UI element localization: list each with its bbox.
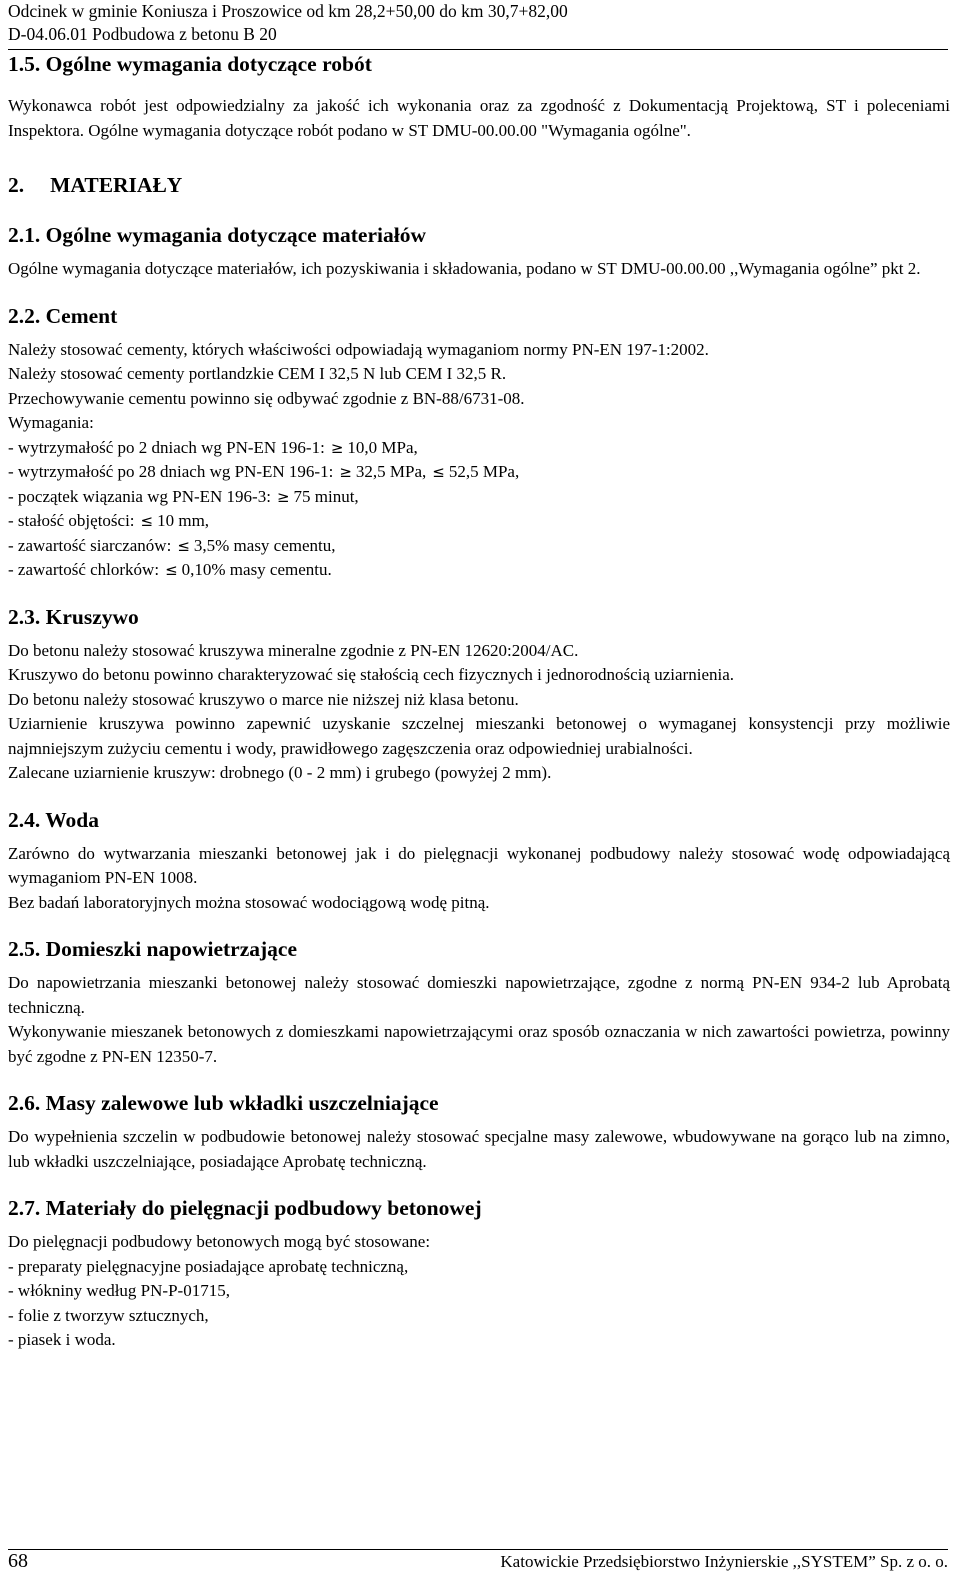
le-symbol: ≤ — [432, 463, 445, 481]
cement-requirement-setting — [8, 485, 950, 510]
aggregate-paragraph-5: Zalecane uziarnienie kruszyw: drobnego (0 - 2 mm) i grubego (powyżej 2 mm). — [8, 763, 552, 782]
cement-requirement-soundness — [8, 509, 950, 534]
curing-item: - preparaty pielęgnacyjne posiadające aprobatę techniczną, — [8, 1256, 409, 1276]
cement-requirements-label: Wymagania: — [8, 413, 94, 432]
section-2-title: MATERIAŁY — [50, 173, 183, 197]
requirement-value: 3,5% masy cementu, — [193, 535, 336, 555]
header-project-line: Odcinek w gminie Koniusza i Proszowice od km 28,2+50,00 do km 30,7+82,00 — [8, 1, 568, 21]
cement-paragraph-2: Należy stosować cementy portlandzkie CEM I 32,5 N lub CEM I 32,5 R. — [8, 364, 507, 383]
cement-requirement-strength-2d — [8, 436, 950, 461]
ge-symbol: ≥ — [339, 463, 352, 481]
cement-requirement-sulfates — [8, 534, 950, 559]
ge-symbol: ≥ — [330, 438, 344, 457]
requirement-value: 52,5 MPa, — [448, 462, 520, 481]
section-2-7-heading: 2.7. Materiały do pielęgnacji podbudowy betonowej — [8, 1196, 482, 1220]
le-symbol: ≤ — [177, 536, 190, 555]
requirement-value: 32,5 MPa, — [355, 462, 427, 481]
page-number: 68 — [8, 1550, 28, 1572]
requirement-text: - stałość objętości: — [8, 511, 135, 530]
section-2-3-heading: 2.3. Kruszywo — [8, 604, 139, 629]
water-paragraph-1: Zarówno do wytwarzania mieszanki betonowej jak i do pielęgnacji wykonanej podbudowy należy stosować wodę odpowiadającą wymaganiom PN-EN 1008. — [8, 843, 950, 887]
section-2-number: 2. — [8, 173, 25, 197]
cement-requirement-strength-28d — [8, 460, 950, 485]
section-2-5-heading: 2.5. Domieszki napowietrzające — [8, 937, 297, 961]
cement-requirement-chlorides — [8, 558, 950, 583]
requirement-text: - początek wiązania wg PN-EN 196-3: — [8, 486, 271, 506]
footer-row — [8, 1550, 948, 1573]
requirement-value: 75 minut, — [293, 486, 359, 506]
section-2-4-heading: 2.4. Woda — [8, 807, 100, 832]
footer-company: Katowickie Przedsiębiorstwo Inżynierskie ,,SYSTEM” Sp. z o. o. — [500, 1552, 948, 1571]
aggregate-paragraph-2: Kruszywo do betonu powinno charakteryzować się stałością cech fizycznych i jednorodnością uziarnienia. — [8, 665, 735, 684]
sealant-paragraph-1: Do wypełnienia szczelin w podbudowie betonowej należy stosować specjalne masy zalewowe, wbudowywane na gorąco lub na zimno, lub wkładki uszczelniające, posiadające Aprobatę techniczną. — [8, 1127, 950, 1171]
section-2-2-heading: 2.2. Cement — [8, 303, 118, 328]
requirement-value: 0,10% masy cementu. — [181, 560, 332, 579]
section-1-5-text: Wykonawca robót jest odpowiedzialny za jakość ich wykonania oraz za zgodność z Dokumentacją Projektową, ST i poleceniami Inspektora. Ogólne wymagania dotyczące robót podano w ST DMU-00.00.00 "Wymagania ogólne". — [8, 96, 950, 140]
curing-intro: Do pielęgnacji podbudowy betonowych mogą być stosowane: — [8, 1232, 431, 1251]
requirement-text: - zawartość siarczanów: — [8, 535, 172, 555]
water-paragraph-2: Bez badań laboratoryjnych można stosować wodociągową wodę pitną. — [8, 892, 490, 912]
requirement-value: 10,0 MPa, — [347, 437, 418, 457]
page-header — [8, 0, 948, 50]
aggregate-paragraph-1: Do betonu należy stosować kruszywa mineralne zgodnie z PN-EN 12620:2004/AC. — [8, 640, 579, 660]
aggregate-paragraph-3: Do betonu należy stosować kruszywo o marce nie niższej niż klasa betonu. — [8, 689, 519, 709]
section-2-heading — [8, 169, 950, 201]
curing-item: - piasek i woda. — [8, 1330, 116, 1349]
ge-symbol: ≥ — [276, 487, 290, 506]
document-body — [8, 48, 950, 1353]
requirement-text: - zawartość chlorków: — [8, 560, 160, 579]
requirement-text: - wytrzymałość po 2 dniach wg PN-EN 196-1: — [8, 437, 325, 457]
le-symbol: ≤ — [165, 561, 178, 579]
requirement-text: - wytrzymałość po 28 dniach wg PN-EN 196-1: — [8, 462, 334, 481]
admixture-paragraph-1: Do napowietrzania mieszanki betonowej należy stosować domieszki napowietrzające, zgodne z normą PN-EN 934-2 lub Aprobatą techniczną. — [8, 973, 950, 1017]
cement-paragraph-3: Przechowywanie cementu powinno się odbywać zgodnie z BN-88/6731-08. — [8, 388, 525, 408]
curing-item: - folie z tworzyw sztucznych, — [8, 1305, 209, 1325]
section-1-5-heading: 1.5. Ogólne wymagania dotyczące robót — [8, 52, 372, 76]
header-spec-line: D-04.06.01 Podbudowa z betonu B 20 — [8, 24, 277, 44]
section-2-1-heading: 2.1. Ogólne wymagania dotyczące materiałów — [8, 223, 426, 247]
cement-paragraph-1: Należy stosować cementy, których właściwości odpowiadają wymaganiom normy PN-EN 197-1:2002. — [8, 339, 709, 359]
section-2-6-heading: 2.6. Masy zalewowe lub wkładki uszczelniające — [8, 1091, 439, 1115]
requirement-value: 10 mm, — [157, 511, 210, 530]
aggregate-paragraph-4: Uziarnienie kruszywa powinno zapewnić uzyskanie szczelnej mieszanki betonowej o wymaganej konsystencji przy możliwie najmniejszym zużyciu cementu i wody, prawidłowego zagęszczenia oraz odpowiedniej urabialności. — [8, 714, 950, 758]
page-footer — [8, 1549, 948, 1573]
admixture-paragraph-2: Wykonywanie mieszanek betonowych z domieszkami napowietrzającymi oraz sposób oznaczania w nich zawartości powietrza, powinny być zgodne z PN-EN 12350-7. — [8, 1022, 950, 1066]
section-2-1-text: Ogólne wymagania dotyczące materiałów, ich pozyskiwania i składowania, podano w ST DMU-00.00.00 ,,Wymagania ogólne” pkt 2. — [8, 259, 921, 278]
le-symbol: ≤ — [140, 512, 154, 530]
curing-item: - włókniny według PN-P-01715, — [8, 1281, 230, 1300]
